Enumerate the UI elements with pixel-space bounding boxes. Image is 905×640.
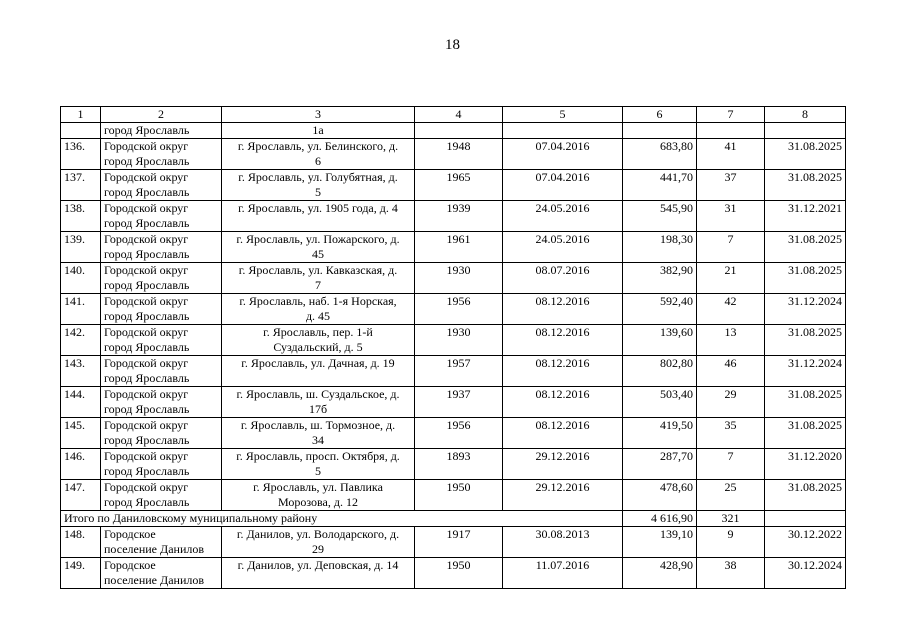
cell-deadline: 31.12.2024 [765, 294, 846, 325]
cell-address [222, 170, 415, 201]
cell-year: 1961 [415, 232, 503, 263]
cell-count: 21 [697, 263, 765, 294]
cell-municipality: город Ярославль [101, 123, 222, 139]
table-row [61, 232, 846, 263]
cell-deadline: 31.08.2025 [765, 387, 846, 418]
header-cell: 4 [415, 107, 503, 123]
cell-address [222, 387, 415, 418]
cell-deadline: 31.12.2020 [765, 449, 846, 480]
header-cell: 7 [697, 107, 765, 123]
table-row [61, 356, 846, 387]
table-row [61, 263, 846, 294]
cell-deadline: 31.08.2025 [765, 263, 846, 294]
cell-address [222, 325, 415, 356]
cell-address [222, 527, 415, 558]
cell-year [415, 123, 503, 139]
cell-municipality-line: город Ярославль [104, 433, 190, 447]
cell-count: 38 [697, 558, 765, 589]
cell-count: 25 [697, 480, 765, 511]
cell-num: 148. [61, 527, 101, 558]
cell-address-line: г. Ярославль, наб. 1-я Норская, [239, 294, 397, 308]
cell-year: 1948 [415, 139, 503, 170]
cell-municipality-line: город Ярославль [104, 309, 190, 323]
cell-area: 683,80 [623, 139, 697, 170]
cell-year: 1937 [415, 387, 503, 418]
cell-municipality [101, 387, 222, 418]
cell-area: 545,90 [623, 201, 697, 232]
cell-address-line: г. Ярославль, пер. 1-й [263, 325, 373, 339]
cell-address-line: г. Ярославль, просп. Октября, д. [236, 449, 400, 463]
table-row [61, 387, 846, 418]
cell-municipality [101, 325, 222, 356]
cell-year: 1956 [415, 294, 503, 325]
cell-date: 07.04.2016 [503, 170, 623, 201]
cell-num: 136. [61, 139, 101, 170]
cell-address-line: г. Ярославль, ул. Кавказская, д. [238, 263, 398, 277]
cell-municipality [101, 263, 222, 294]
cell-count: 37 [697, 170, 765, 201]
cell-area: 139,60 [623, 325, 697, 356]
cell-address [222, 449, 415, 480]
cell-year: 1957 [415, 356, 503, 387]
cell-municipality-line: поселение Данилов [104, 542, 205, 556]
cell-area: 419,50 [623, 418, 697, 449]
cell-date [503, 123, 623, 139]
cell-deadline: 30.12.2022 [765, 527, 846, 558]
cell-area: 478,60 [623, 480, 697, 511]
cell-count: 7 [697, 232, 765, 263]
registry-table [60, 106, 846, 589]
cell-deadline: 31.08.2025 [765, 480, 846, 511]
cell-num: 138. [61, 201, 101, 232]
cell-area: 441,70 [623, 170, 697, 201]
cell-area: 382,90 [623, 263, 697, 294]
total-count: 321 [697, 511, 765, 527]
cell-deadline: 31.08.2025 [765, 418, 846, 449]
cell-municipality-line: Городское [104, 527, 156, 541]
cell-address-line: г. Ярославль, ш. Тормозное, д. [240, 418, 396, 432]
cell-municipality-line: город Ярославль [104, 185, 190, 199]
table-row [61, 325, 846, 356]
header-row [61, 107, 846, 123]
continuation-row [61, 123, 846, 139]
cell-count: 46 [697, 356, 765, 387]
total-label: Итого по Даниловскому муниципальному району [61, 511, 623, 527]
cell-date: 30.08.2013 [503, 527, 623, 558]
cell-address [222, 232, 415, 263]
cell-year: 1965 [415, 170, 503, 201]
cell-municipality [101, 449, 222, 480]
cell-municipality-line: город Ярославль [104, 247, 190, 261]
cell-num: 149. [61, 558, 101, 589]
cell-address [222, 356, 415, 387]
cell-address-line: 29 [312, 542, 324, 556]
cell-date: 08.12.2016 [503, 418, 623, 449]
cell-num: 137. [61, 170, 101, 201]
cell-area: 139,10 [623, 527, 697, 558]
cell-municipality-line: Городской округ [104, 263, 189, 277]
table-row [61, 201, 846, 232]
cell-municipality-line: Городской округ [104, 387, 189, 401]
cell-date: 07.04.2016 [503, 139, 623, 170]
cell-municipality [101, 356, 222, 387]
cell-municipality-line: город Ярославль [104, 495, 190, 509]
cell-deadline: 31.08.2025 [765, 139, 846, 170]
table-row [61, 558, 846, 589]
cell-num: 141. [61, 294, 101, 325]
header-cell: 1 [61, 107, 101, 123]
cell-date: 08.12.2016 [503, 387, 623, 418]
table-row [61, 139, 846, 170]
cell-address-line: 5 [315, 464, 321, 478]
cell-area: 802,80 [623, 356, 697, 387]
cell-count: 13 [697, 325, 765, 356]
cell-municipality-line: город Ярославль [104, 154, 190, 168]
cell-count: 35 [697, 418, 765, 449]
cell-municipality-line: город Ярославль [104, 216, 190, 230]
cell-count: 41 [697, 139, 765, 170]
cell-count: 9 [697, 527, 765, 558]
cell-municipality-line: поселение Данилов [104, 573, 205, 587]
cell-num: 147. [61, 480, 101, 511]
cell-address-line: Суздальский, д. 5 [273, 340, 363, 354]
header-cell: 5 [503, 107, 623, 123]
cell-municipality-line: Городской округ [104, 139, 189, 153]
cell-municipality-line: Городское [104, 558, 156, 572]
cell-municipality-line: Городской округ [104, 325, 189, 339]
cell-area: 198,30 [623, 232, 697, 263]
cell-date: 08.12.2016 [503, 294, 623, 325]
cell-municipality [101, 558, 222, 589]
cell-year: 1930 [415, 325, 503, 356]
cell-municipality [101, 527, 222, 558]
cell-num [61, 123, 101, 139]
cell-address-line: г. Ярославль, ш. Суздальское, д. [236, 387, 400, 401]
cell-num: 146. [61, 449, 101, 480]
cell-municipality-line: Городской округ [104, 294, 189, 308]
cell-municipality [101, 294, 222, 325]
cell-address-line: г. Ярославль, ул. 1905 года, д. 4 [238, 201, 398, 215]
cell-date: 29.12.2016 [503, 449, 623, 480]
cell-address [222, 418, 415, 449]
cell-year: 1917 [415, 527, 503, 558]
cell-municipality [101, 480, 222, 511]
cell-municipality-line: Городской округ [104, 418, 189, 432]
cell-municipality-line: город Ярославль [104, 402, 190, 416]
cell-address [222, 201, 415, 232]
cell-count: 31 [697, 201, 765, 232]
cell-address-line: 6 [315, 154, 321, 168]
table-row [61, 170, 846, 201]
cell-address-line: г. Данилов, ул. Деповская, д. 14 [237, 558, 399, 572]
cell-address-line: г. Ярославль, ул. Дачная, д. 19 [241, 356, 395, 370]
cell-address [222, 294, 415, 325]
cell-municipality-line: город Ярославль [104, 371, 190, 385]
cell-municipality-line: город Ярославль [104, 278, 190, 292]
cell-municipality-line: Городской округ [104, 480, 189, 494]
cell-address-line: 5 [315, 185, 321, 199]
cell-year: 1939 [415, 201, 503, 232]
table-row [61, 449, 846, 480]
cell-address-line: Морозова, д. 12 [278, 495, 358, 509]
cell-year: 1893 [415, 449, 503, 480]
header-cell: 8 [765, 107, 846, 123]
cell-municipality [101, 170, 222, 201]
cell-address-line: 34 [312, 433, 324, 447]
cell-municipality-line: Городской округ [104, 201, 189, 215]
cell-address [222, 263, 415, 294]
cell-num: 140. [61, 263, 101, 294]
cell-address: 1а [222, 123, 415, 139]
table-row [61, 480, 846, 511]
cell-address-line: г. Ярославль, ул. Павлика [253, 480, 383, 494]
cell-municipality-line: Городской округ [104, 232, 189, 246]
cell-year: 1950 [415, 558, 503, 589]
cell-area: 287,70 [623, 449, 697, 480]
cell-count [697, 123, 765, 139]
cell-area: 592,40 [623, 294, 697, 325]
cell-year: 1950 [415, 480, 503, 511]
cell-address-line: г. Ярославль, ул. Пожарского, д. [236, 232, 400, 246]
cell-municipality-line: город Ярославль [104, 340, 190, 354]
cell-address [222, 139, 415, 170]
cell-address [222, 558, 415, 589]
cell-year: 1930 [415, 263, 503, 294]
cell-date: 29.12.2016 [503, 480, 623, 511]
cell-date: 08.12.2016 [503, 356, 623, 387]
cell-count: 42 [697, 294, 765, 325]
table-row [61, 294, 846, 325]
cell-count: 7 [697, 449, 765, 480]
header-cell: 6 [623, 107, 697, 123]
cell-municipality-line: город Ярославль [104, 464, 190, 478]
total-area: 4 616,90 [623, 511, 697, 527]
cell-municipality [101, 418, 222, 449]
cell-municipality [101, 201, 222, 232]
cell-address-line: 17б [308, 402, 328, 416]
cell-deadline [765, 123, 846, 139]
cell-deadline: 30.12.2024 [765, 558, 846, 589]
cell-num: 144. [61, 387, 101, 418]
cell-num: 139. [61, 232, 101, 263]
cell-date: 11.07.2016 [503, 558, 623, 589]
header-cell: 3 [222, 107, 415, 123]
cell-address [222, 480, 415, 511]
cell-address-line: г. Ярославль, ул. Белинского, д. [237, 139, 399, 153]
cell-area: 428,90 [623, 558, 697, 589]
cell-deadline: 31.08.2025 [765, 170, 846, 201]
cell-address-line: 7 [315, 278, 321, 292]
total-row [61, 511, 846, 527]
cell-date: 24.05.2016 [503, 201, 623, 232]
header-cell: 2 [101, 107, 222, 123]
cell-municipality-line: Городской округ [104, 170, 189, 184]
cell-area: 503,40 [623, 387, 697, 418]
page-number: 18 [445, 37, 460, 53]
cell-date: 08.07.2016 [503, 263, 623, 294]
cell-address-line: г. Данилов, ул. Володарского, д. [236, 527, 400, 541]
cell-num: 143. [61, 356, 101, 387]
cell-area [623, 123, 697, 139]
table-row [61, 527, 846, 558]
cell-num: 145. [61, 418, 101, 449]
cell-date: 08.12.2016 [503, 325, 623, 356]
cell-municipality [101, 139, 222, 170]
cell-num: 142. [61, 325, 101, 356]
cell-address-line: г. Ярославль, ул. Голубятная, д. [238, 170, 398, 184]
table-row [61, 418, 846, 449]
cell-municipality-line: Городской округ [104, 449, 189, 463]
cell-count: 29 [697, 387, 765, 418]
cell-municipality-line: Городской округ [104, 356, 189, 370]
total-empty [765, 511, 846, 527]
cell-deadline: 31.12.2024 [765, 356, 846, 387]
cell-municipality [101, 232, 222, 263]
cell-deadline: 31.08.2025 [765, 232, 846, 263]
cell-address-line: д. 45 [305, 309, 331, 323]
cell-deadline: 31.08.2025 [765, 325, 846, 356]
cell-date: 24.05.2016 [503, 232, 623, 263]
cell-address-line: 45 [312, 247, 324, 261]
cell-deadline: 31.12.2021 [765, 201, 846, 232]
cell-year: 1956 [415, 418, 503, 449]
